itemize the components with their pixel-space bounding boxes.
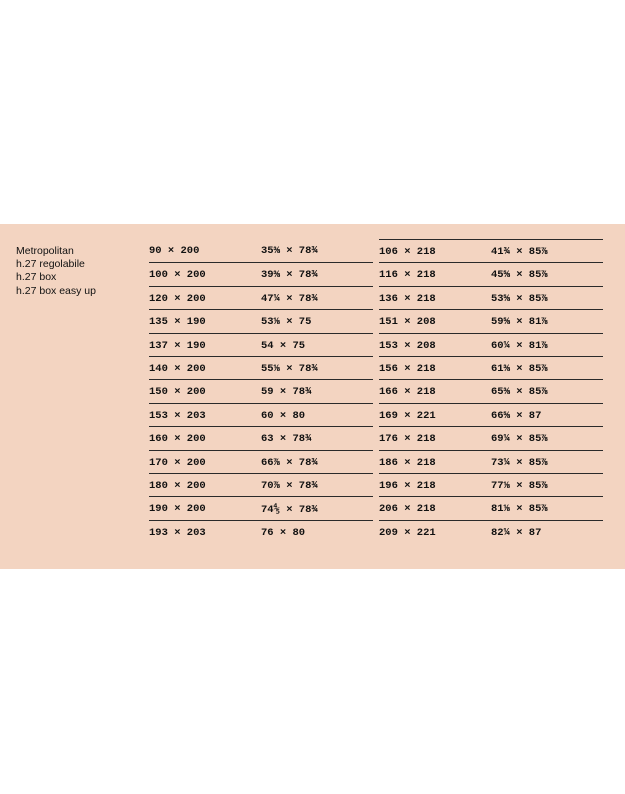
size-cm: 186 × 218 <box>379 456 436 469</box>
size-row <box>149 403 373 426</box>
size-inches: 60¼ × 81⅞ <box>491 339 548 352</box>
size-row <box>379 356 603 379</box>
size-inches: 81⅛ × 85⅞ <box>491 503 548 516</box>
size-cm: 151 × 208 <box>379 316 436 329</box>
size-cm: 106 × 218 <box>379 246 436 258</box>
size-cm: 166 × 218 <box>379 386 436 399</box>
size-inches: 59 × 78¾ <box>261 386 312 399</box>
size-cm: 150 × 200 <box>149 386 206 399</box>
size-cm: 170 × 200 <box>149 456 206 469</box>
size-row <box>379 520 603 543</box>
size-inches: 41¾ × 85⅞ <box>491 246 548 258</box>
size-row <box>379 403 603 426</box>
size-inches: 39⅜ × 78¾ <box>261 269 318 282</box>
size-cm: 90 × 200 <box>149 245 200 257</box>
size-row <box>379 239 603 262</box>
size-inches: 70⅞ × 78¾ <box>261 479 318 492</box>
size-cm: 136 × 218 <box>379 292 436 305</box>
size-cm: 193 × 203 <box>149 526 206 539</box>
size-row <box>379 333 603 356</box>
size-cm: 190 × 200 <box>149 503 206 516</box>
size-inches: 82¼ × 87 <box>491 526 542 539</box>
size-row <box>149 426 373 449</box>
size-row <box>379 450 603 473</box>
size-row <box>379 496 603 519</box>
model-variant: h.27 box <box>16 271 57 284</box>
size-cm: 209 × 221 <box>379 526 436 539</box>
size-row <box>379 309 603 332</box>
size-inches: 73¼ × 85⅞ <box>491 456 548 469</box>
size-inches: 66⅞ × 78¾ <box>261 456 318 469</box>
size-inches: 61⅜ × 85⅞ <box>491 362 548 375</box>
size-inches: 63 × 78¾ <box>261 433 312 446</box>
size-cm: 135 × 190 <box>149 316 206 329</box>
size-row <box>149 473 373 496</box>
size-row <box>149 356 373 379</box>
size-inches: 74⅘ × 78¾ <box>261 504 318 517</box>
size-row <box>149 379 373 402</box>
size-cm: 180 × 200 <box>149 479 206 492</box>
size-cm: 206 × 218 <box>379 503 436 516</box>
left-size-column <box>149 239 373 543</box>
size-inches: 76 × 80 <box>261 526 306 539</box>
size-inches: 69¼ × 85⅞ <box>491 433 548 446</box>
size-row <box>149 262 373 285</box>
size-cm: 120 × 200 <box>149 292 206 305</box>
size-row <box>379 286 603 309</box>
model-names <box>16 245 96 298</box>
right-size-column <box>379 239 603 543</box>
size-cm: 169 × 221 <box>379 409 436 422</box>
model-name: Metropolitan <box>16 245 74 257</box>
size-inches: 66⅝ × 87 <box>491 409 542 422</box>
size-row <box>149 286 373 309</box>
size-inches: 59⅝ × 81⅞ <box>491 316 548 329</box>
size-row <box>379 379 603 402</box>
size-inches: 47¼ × 78¾ <box>261 292 318 305</box>
size-row <box>149 239 373 262</box>
size-cm: 156 × 218 <box>379 362 436 375</box>
size-row <box>379 426 603 449</box>
size-row <box>149 450 373 473</box>
size-row <box>149 333 373 356</box>
size-inches: 54 × 75 <box>261 339 306 352</box>
size-cm: 116 × 218 <box>379 269 436 282</box>
size-inches: 77⅛ × 85⅞ <box>491 479 548 492</box>
size-cm: 137 × 190 <box>149 339 206 352</box>
size-row <box>149 309 373 332</box>
size-inches: 55⅛ × 78¾ <box>261 362 318 375</box>
size-cm: 153 × 208 <box>379 339 436 352</box>
size-inches: 60 × 80 <box>261 409 306 422</box>
size-inches: 45⅝ × 85⅞ <box>491 269 548 282</box>
size-row <box>149 520 373 543</box>
size-row <box>379 473 603 496</box>
size-inches: 53⅝ × 85⅞ <box>491 292 548 305</box>
size-cm: 196 × 218 <box>379 479 436 492</box>
size-cm: 140 × 200 <box>149 362 206 375</box>
size-cm: 176 × 218 <box>379 433 436 446</box>
size-cm: 153 × 203 <box>149 409 206 422</box>
size-inches: 65⅜ × 85⅞ <box>491 386 548 399</box>
model-variant: h.27 regolabile <box>16 258 85 271</box>
size-row <box>149 496 373 519</box>
size-table-panel <box>0 224 625 569</box>
size-row <box>379 262 603 285</box>
size-cm: 160 × 200 <box>149 433 206 446</box>
size-inches: 35⅜ × 78¾ <box>261 245 318 257</box>
model-variant: h.27 box easy up <box>16 284 96 297</box>
size-inches: 53⅛ × 75 <box>261 316 312 329</box>
size-cm: 100 × 200 <box>149 269 206 282</box>
